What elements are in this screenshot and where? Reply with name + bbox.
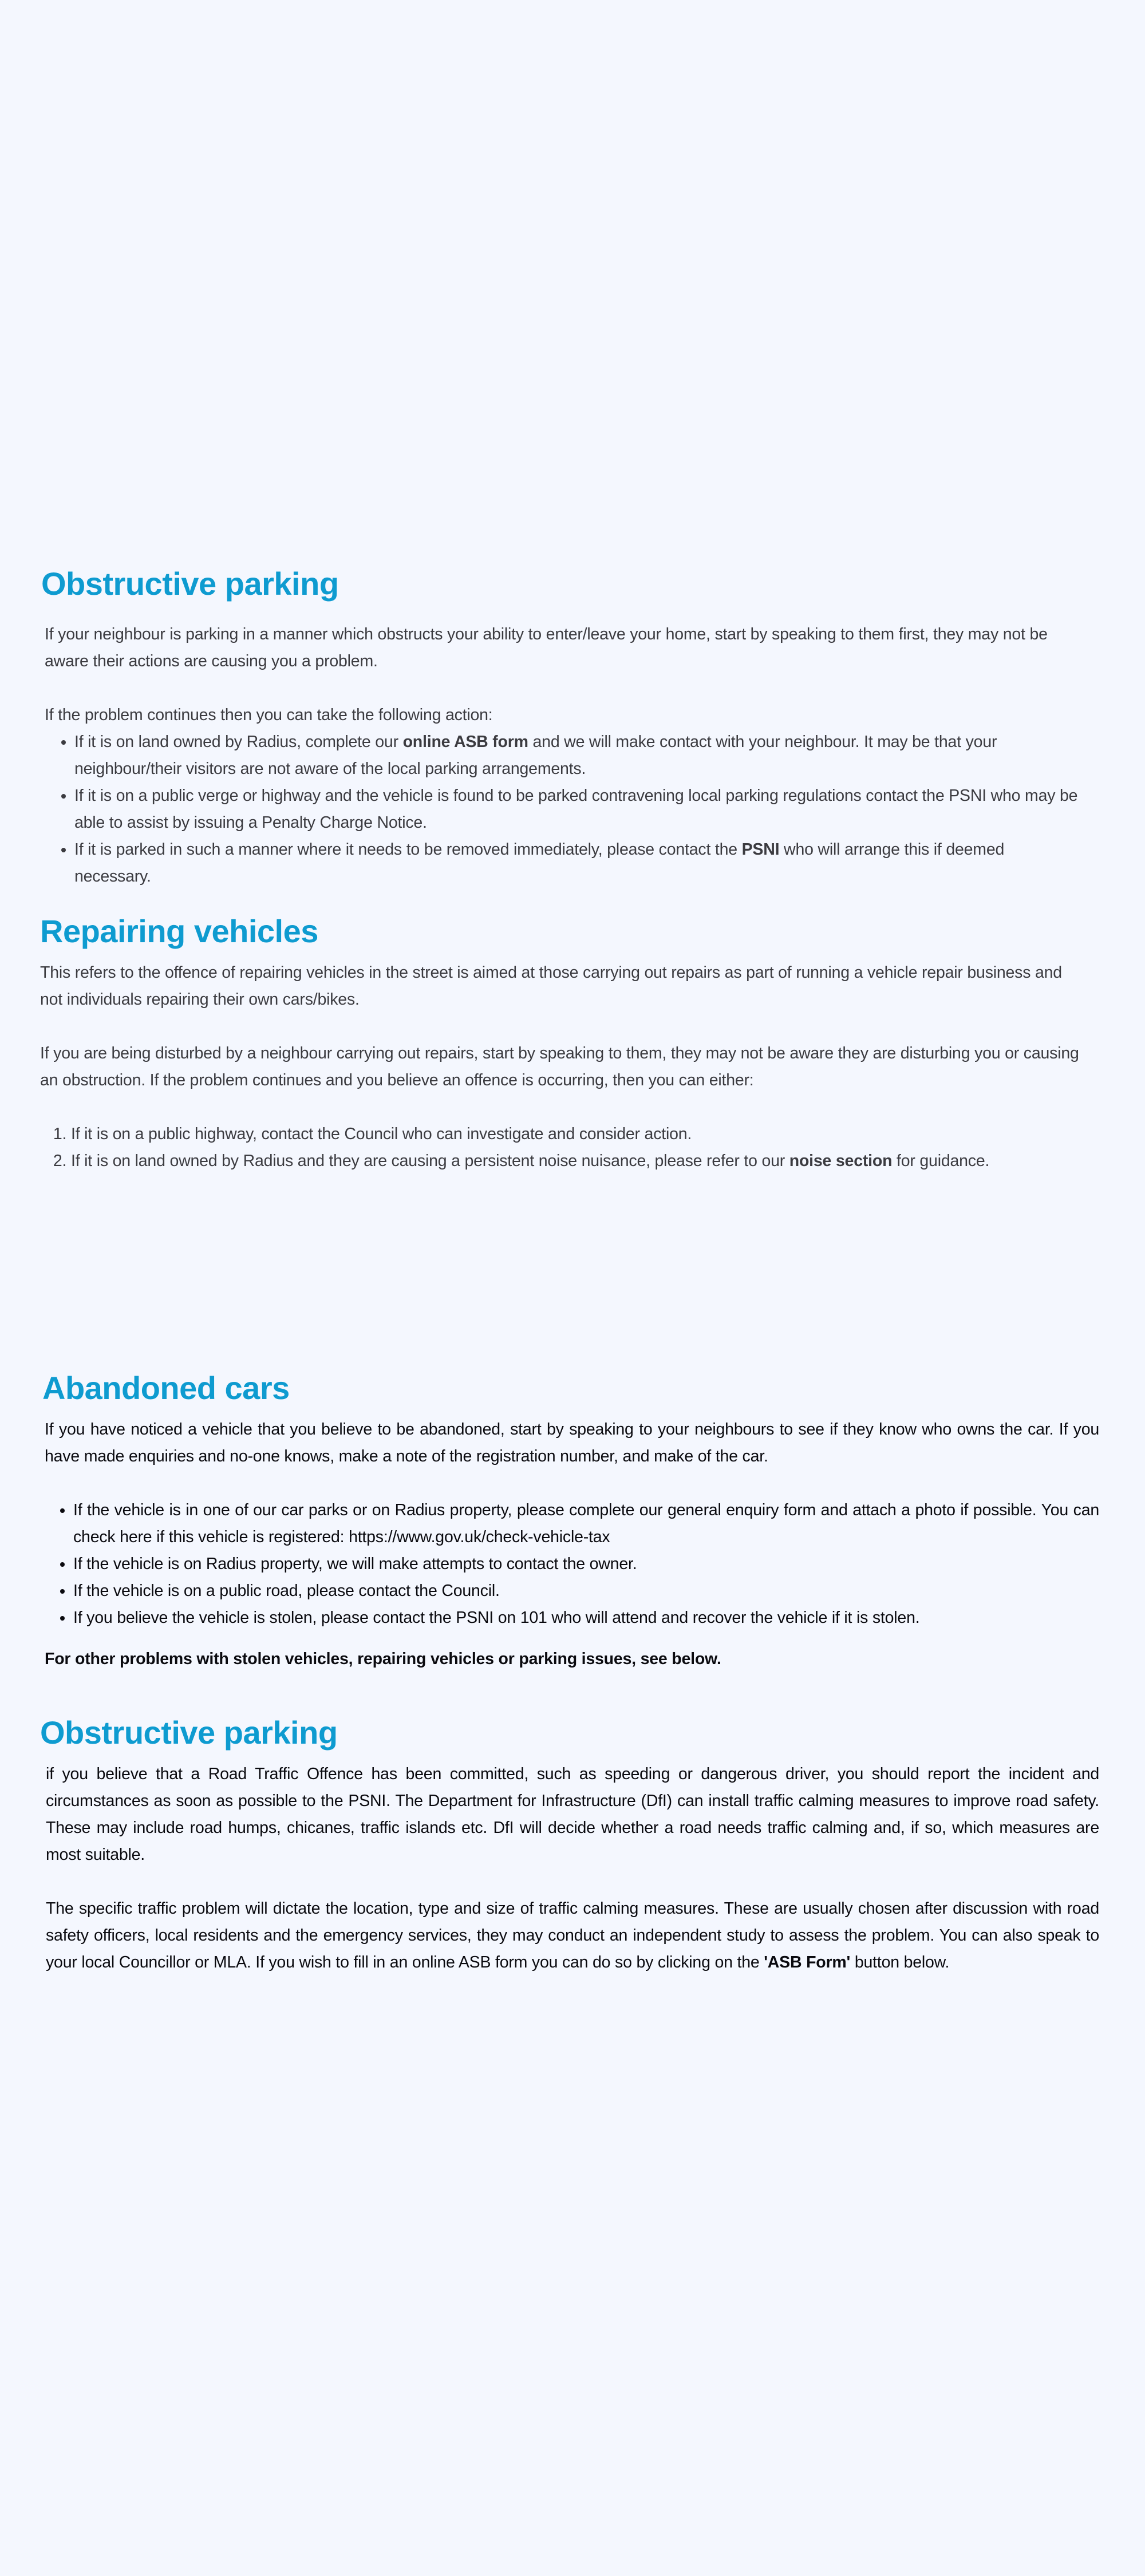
abandoned-cars-section	[42, 1368, 1099, 1673]
paragraph: The specific traffic problem will dictate the location, type and size of traffic calming measures. These are usually chosen after discussion with road safety officers, local residents and the emergency services, they may conduct an independent study to assess the problem. You can also speak to your local Councillor or MLA. If you wish to fill in an online ASB form you can do so by clicking on the 'ASB Form' button below.	[46, 1899, 1099, 1971]
lead-paragraph: If the problem continues then you can take the following action:	[45, 706, 493, 724]
list-item: • If it is on a public verge or highway and the vehicle is found to be parked contravening local parking regulations contact the PSNI who may be able to assist by issuing a Penalty Charge Notice.	[74, 783, 1084, 836]
spacer	[40, 1013, 1083, 1040]
options-list	[40, 1121, 1083, 1175]
spacer	[45, 675, 1084, 702]
obstructive-parking-traffic-section	[40, 1713, 1099, 1976]
repairing-vehicles-section	[40, 911, 1083, 1175]
paragraph: If you are being disturbed by a neighbour carrying out repairs, start by speaking to them, they may not be aware they are disturbing you or causing an obstruction. If the problem continues and you believe an offence is occurring, then you can either:	[40, 1044, 1079, 1089]
online-asb-form-link[interactable]: online ASB form	[402, 733, 528, 751]
section-heading: Obstructive parking	[40, 1714, 338, 1751]
section-body	[42, 1416, 1099, 1673]
section-heading: Obstructive parking	[41, 566, 339, 602]
intro-paragraph: If your neighbour is parking in a manner which obstructs your ability to enter/leave your home, start by speaking to them first, they may not be aware their actions are causing you a problem.	[45, 625, 1048, 670]
spacer	[46, 1868, 1099, 1895]
section-heading: Abandoned cars	[42, 1370, 290, 1406]
section-body	[40, 1761, 1099, 1976]
intro-paragraph: This refers to the offence of repairing vehicles in the street is aimed at those carrying out repairs as part of running a vehicle repair business and not individuals repairing their own cars/bikes.	[40, 963, 1062, 1009]
footer-note: For other problems with stolen vehicles, repairing vehicles or parking issues, see below.	[45, 1650, 721, 1668]
list-item: 1. If it is on a public highway, contact the Council who can investigate and consider action.	[71, 1121, 1083, 1148]
list-item: • If it is parked in such a manner where it needs to be removed immediately, please contact the PSNI who will arrange this if deemed necessary.	[74, 836, 1084, 890]
noise-section-link[interactable]: noise section	[789, 1152, 893, 1170]
list-item: 2. If it is on land owned by Radius and they are causing a persistent noise nuisance, please refer to our noise section for guidance.	[71, 1148, 1083, 1175]
asb-form-reference: 'ASB Form'	[764, 1953, 851, 1971]
action-list	[45, 729, 1084, 890]
psni-link[interactable]: PSNI	[741, 840, 780, 859]
section-body	[41, 621, 1084, 890]
vehicle-list	[45, 1497, 1099, 1631]
list-item: • If you believe the vehicle is stolen, please contact the PSNI on 101 who will attend and recover the vehicle if it is stolen.	[73, 1605, 1099, 1631]
list-item: • If the vehicle is in one of our car parks or on Radius property, please complete our general enquiry form and attach a photo if possible. You can check here if this vehicle is registered: https://www.gov.uk/check-vehicle-tax	[73, 1497, 1099, 1551]
list-item: • If the vehicle is on Radius property, we will make attempts to contact the owner.	[73, 1551, 1099, 1578]
section-heading: Repairing vehicles	[40, 913, 318, 949]
list-item: • If it is on land owned by Radius, complete our online ASB form and we will make contact with your neighbour. It may be that your neighbour/their visitors are not aware of the local parking arrangements.	[74, 729, 1084, 783]
paragraph: if you believe that a Road Traffic Offence has been committed, such as speeding or dangerous driver, you should report the incident and circumstances as soon as possible to the PSNI. The Department for Infrastructure (DfI) can install traffic calming measures to improve road safety. These may include road humps, chicanes, traffic islands etc. DfI will decide whether a road needs traffic calming and, if so, which measures are most suitable.	[46, 1765, 1099, 1864]
section-body	[40, 959, 1083, 1175]
list-item: • If the vehicle is on a public road, please contact the Council.	[73, 1578, 1099, 1605]
intro-paragraph: If you have noticed a vehicle that you believe to be abandoned, start by speaking to your neighbours to see if they know who owns the car. If you have made enquiries and no-one knows, make a note of the registration number, and make of the car.	[45, 1420, 1099, 1465]
obstructive-parking-section	[41, 564, 1084, 890]
